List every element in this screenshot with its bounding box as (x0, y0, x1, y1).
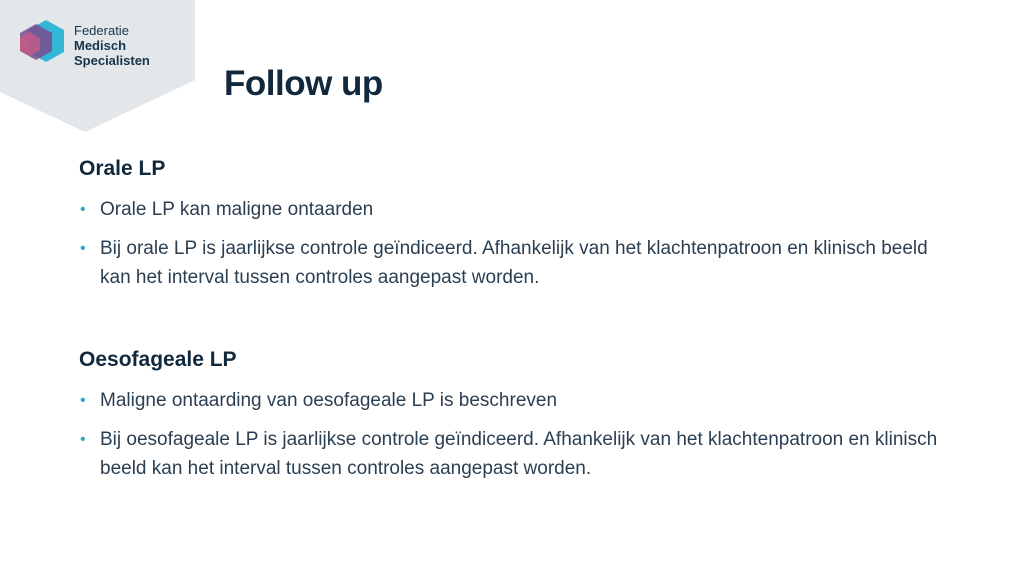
bullet-item (79, 234, 960, 292)
bullet-item (79, 195, 960, 224)
logo-wordmark (74, 23, 150, 68)
bullet-dot-icon: • (80, 240, 86, 257)
logo-icon (16, 18, 68, 68)
bullet-text: Maligne ontaarding van oesofageale LP is beschreven (100, 390, 558, 411)
logo-line-specialisten: Specialisten (74, 53, 150, 68)
bullet-text: Orale LP kan maligne ontaarden (100, 199, 374, 220)
logo-line-medisch: Medisch (74, 38, 127, 53)
bullet-text: Bij oesofageale LP is jaarlijkse controle geïndiceerd. Afhankelijk van het klachtenpatroon en klinisch beeld kan het interval tussen controles aangepast worden. (100, 429, 938, 479)
bullet-item (79, 425, 960, 483)
bullet-dot-icon: • (80, 392, 86, 409)
section-orale-lp (79, 157, 960, 302)
slide-title: Follow up (224, 64, 383, 103)
bullet-text: Bij orale LP is jaarlijkse controle geïndiceerd. Afhankelijk van het klachtenpatroon en klinisch beeld kan het interval tussen controles aangepast worden. (100, 238, 928, 288)
section-heading: Orale LP (79, 157, 166, 180)
bullet-dot-icon: • (80, 431, 86, 448)
bullet-item (79, 386, 960, 415)
bullet-list (79, 386, 960, 483)
section-oesofageale-lp (79, 348, 960, 493)
section-heading: Oesofageale LP (79, 348, 237, 371)
logo-line-federatie: Federatie (74, 23, 129, 38)
bullet-list (79, 195, 960, 292)
bullet-dot-icon: • (80, 201, 86, 218)
